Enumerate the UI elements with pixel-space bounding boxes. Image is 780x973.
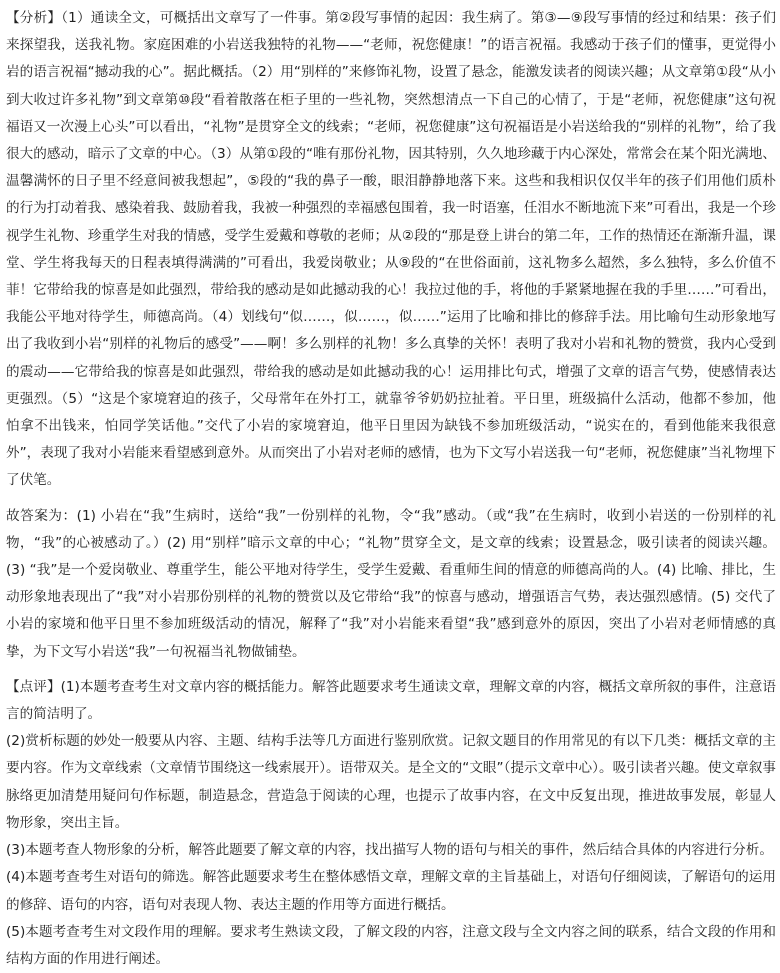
comment-item-4: (4)本题考查考生对语句的筛选。解答此题要求考生在整体感悟文章，理解文章的主旨基础上，对语句仔细阅读，了解语句的运用的修辞、语句的内容，语句对表现人物、表达主题的作用等方面进行概括。 <box>6 869 776 913</box>
analysis-paragraph: 【分析】（1）通读全文，可概括出文章写了一件事。第②段写事情的起因：我生病了。第③—⑨段写事情的经过和结果：孩子们来探望我，送我礼物。家庭困难的小岩送我独特的礼物——“老师，祝您健康！”的语言祝福。我感动于孩子们的懂事，更觉得小岩的语言祝福“撼动我的心”。据此概括。（2）用“别样的”来修饰礼物，设置了悬念，能激发读者的阅读兴趣；从文章第①段“从小到大收过许多礼物”到文章第⑩段“看着散落在柜子里的一些礼物，突然想清点一下自己的心情了，于是“老师，祝您健康”这句祝福语又一次漫上心头”可以看出，“礼物”是贯穿全文的线索；“老师，祝您健康”这句祝福语是小岩送给我的“别样的礼物”，给了我很大的感动，暗示了文章的中心。（3）从第①段的“唯有那份礼物，因其特别，久久地珍藏于内心深处，常常会在某个阳光满地、温馨满怀的日子里不经意间被我想起”，⑤段的“我的鼻子一酸，眼泪静静地落下来。这些和我相识仅仅半年的孩子们用他们质朴的行为打动着我、感染着我、鼓励着我，我被一种强烈的幸福感包围着，我一时语塞，任泪水不断地流下来”可看出，我是一个珍视学生礼物、珍重学生对我的情感，受学生爱戴和尊敬的老师；从②段的“那是登上讲台的第二年，工作的热情还在渐渐升温，课堂、学生将我每天的日程表填得满满的”可看出，我爱岗敬业；从⑨段的“在世俗面前，这礼物多么超然，多么独特，多么价值不菲！它带给我的惊喜是如此强烈，带给我的感动是如此撼动我的心！我拉过他的手，将他的手紧紧地握在我的手里……”可看出，我能公平地对待学生，师德高尚。（4）划线句“似……，似……，似……”运用了比喻和排比的修辞手法。用比喻句生动形象地写出了我收到小岩“别样的礼物后的感受”——啊！多么别样的礼物！多么真挚的关怀！表明了我对小岩和礼物的赞赏，我内心受到的震动——它带给我的惊喜是如此强烈，带给我的感动是如此撼动我的心！运用排比句式，增强了文章的语言气势，使感情表达更强烈。（5）“这是个家境窘迫的孩子，父母常年在外打工，就靠爷爷奶奶拉扯着。平日里，班级搞什么活动，他都不参加，他怕拿不出钱来，怕同学笑话他。”交代了小岩的家境窘迫，他平日里因为缺钱不参加班级活动，“说实在的，看到他能来我很意外”，表现了我对小岩能来看望感到意外。从而突出了小岩对老师的感情，也为下文写小岩送我一句“老师，祝您健康”当礼物埋下了伏笔。 <box>6 10 776 489</box>
comment-item-5: (5)本题考查考生对文段作用的理解。要求考生熟读文段，了解文段的内容，注意文段与全文内容之间的联系，结合文段的作用和结构方面的作用进行阐述。 <box>6 923 776 967</box>
spacer <box>6 666 776 674</box>
spacer <box>6 495 776 503</box>
comment-intro: 【点评】(1)本题考查考生对文章内容的概括能力。解答此题要求考生通读文章，理解文章的内容，概括文章所叙的事件，注意语言的简洁明了。 <box>6 678 776 723</box>
comment-item-2: (2)赏析标题的妙处一般要从内容、主题、结构手法等几方面进行鉴别欣赏。记叙文题目的作用常见的有以下几类：概括文章的主要内容。作为文章线索（文章情节围绕这一线索展开）。语带双关。是全文的“文眼”（提示文章中心）。吸引读者兴趣。使文章叙事脉络更加清楚用疑问句作标题，制造悬念，营造急于阅读的心理，也提示了故事内容，在文中反复出现，推进故事发展，彰显人物形象，突出主旨。 <box>6 733 776 831</box>
answer-paragraph: 故答案为：(1) 小岩在“我”生病时，送给“我”一份别样的礼物，令“我”感动。（或“我”在生病时，收到小岩送的一份别样的礼物，“我”的心被感动了。）(2) 用“别样”暗示文章的中心；“礼物”贯穿全文，是文章的线索；设置悬念，吸引读者的阅读兴趣。(3) “我”是一个爱岗敬业、尊重学生，能公平地对待学生，受学生爱戴、看重师生间的情意的师德高尚的人。(4) 比喻、排比，生动形象地表现出了“我”对小岩那份别样的礼物的赞赏以及它带给“我”的惊喜与感动，增强语言气势，表达强烈感情。(5) 交代了小岩的家境和他平日里不参加班级活动的情况，解释了“我”对小岩能来看望“我”感到意外的原因，突出了小岩对老师情感的真挚，为下文写小岩送“我”一句祝福当礼物做铺垫。 <box>6 507 776 660</box>
comment-item-3: (3)本题考查人物形象的分析，解答此题要了解文章的内容，找出描写人物的语句与相关的事件，然后结合具体的内容进行分析。 <box>6 842 773 859</box>
